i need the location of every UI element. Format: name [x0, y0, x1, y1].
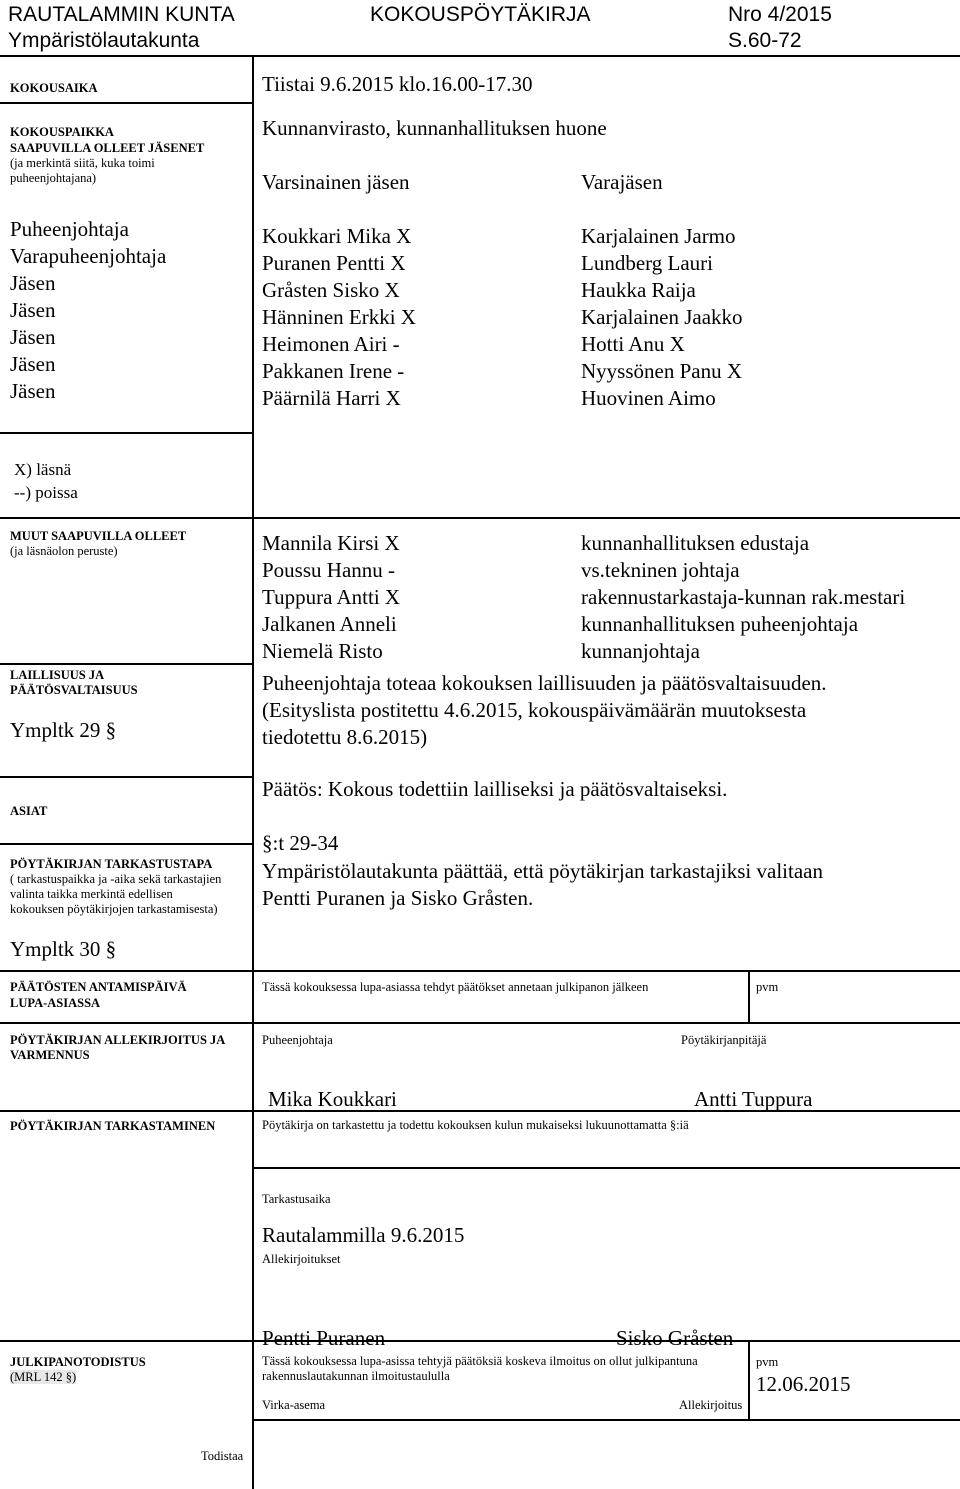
label-muut: MUUT SAAPUVILLA OLLEET — [10, 529, 187, 543]
row-separator — [0, 1022, 960, 1024]
legend-present: X) läsnä — [14, 460, 72, 479]
inspector-name: Pentti Puranen — [262, 1326, 386, 1350]
section-ref-30: Ympltk 30 § — [10, 937, 117, 961]
section-ref-29: Ympltk 29 § — [10, 718, 117, 742]
attendee-name: Jalkanen Anneli — [262, 612, 397, 636]
row-separator — [0, 970, 960, 972]
section-29-text: tiedotettu 8.6.2015) — [262, 725, 428, 749]
antamis-text: Tässä kokouksessa lupa-asiassa tehdyt päätökset annetaan julkipanon jälkeen — [262, 980, 649, 994]
column-header-regular: Varsinainen jäsen — [262, 170, 410, 194]
section-30-text: Pentti Puranen ja Sisko Gråsten. — [262, 886, 534, 910]
row-separator — [0, 843, 252, 845]
member-name: Heimonen Airi - — [262, 332, 400, 356]
chair-name: Mika Koukkari — [268, 1087, 397, 1111]
tarkastusaika-value: Rautalammilla 9.6.2015 — [262, 1223, 465, 1247]
label-muut-note: (ja läsnäolon peruste) — [10, 544, 118, 558]
inspector-name: Sisko Gråsten — [616, 1326, 734, 1350]
page-range: S.60-72 — [728, 29, 802, 52]
member-name: Gråsten Sisko X — [262, 278, 400, 302]
member-name: Koukkari Mika X — [262, 224, 412, 248]
julkipano-text: rakennuslautakunnan ilmoitustaululla — [262, 1369, 450, 1383]
label-saapuvilla: SAAPUVILLA OLLEET JÄSENET — [10, 141, 205, 155]
deputy-name: Huovinen Aimo — [581, 386, 716, 410]
label-paatosvaltaisuus: PÄÄTÖSVALTAISUUS — [10, 683, 138, 697]
pvm-divider — [748, 1340, 750, 1419]
deputy-name: Hotti Anu X — [581, 332, 685, 356]
role: Jäsen — [10, 271, 56, 295]
role: Puheenjohtaja — [10, 217, 129, 241]
julkipano-date: 12.06.2015 — [756, 1372, 851, 1396]
attendee-role: kunnanjohtaja — [581, 639, 700, 663]
legend-absent: --) poissa — [14, 483, 78, 502]
section-29-decision: Päätös: Kokous todettiin lailliseksi ja päätösvaltaiseksi. — [262, 777, 728, 801]
label-varmennus: VARMENNUS — [10, 1048, 90, 1062]
label-tarkastaminen: PÖYTÄKIRJAN TARKASTAMINEN — [10, 1119, 216, 1133]
label-tarkastustapa: PÖYTÄKIRJAN TARKASTUSTAPA — [10, 857, 213, 871]
role: Jäsen — [10, 325, 56, 349]
allekirjoitus-label: Allekirjoitus — [679, 1398, 743, 1412]
column-divider — [252, 55, 254, 1489]
deputy-name: Karjalainen Jaakko — [581, 305, 743, 329]
member-name: Puranen Pentti X — [262, 251, 406, 275]
row-separator — [0, 432, 252, 434]
role: Jäsen — [10, 298, 56, 322]
other-attendees — [262, 530, 400, 665]
allekirjoitukset-label: Allekirjoitukset — [262, 1252, 341, 1266]
secretary-name: Antti Tuppura — [694, 1087, 813, 1111]
section-29-text: Puheenjohtaja toteaa kokouksen laillisuuden ja päätösvaltaisuuden. — [262, 671, 827, 695]
attendee-role: vs.tekninen johtaja — [581, 558, 740, 582]
todistaa-label: Todistaa — [201, 1449, 244, 1463]
municipality-name: RAUTALAMMIN KUNTA — [8, 3, 235, 26]
mrl-reference: (MRL 142 §) — [10, 1370, 77, 1384]
meeting-place: Kunnanvirasto, kunnanhallituksen huone — [262, 116, 607, 140]
sections-range: §:t 29-34 — [262, 831, 339, 855]
label-laillisuus: LAILLISUUS JA — [10, 668, 105, 682]
label-lupa-asiassa: LUPA-ASIASSA — [10, 996, 101, 1010]
section-29-text: (Esityslista postitettu 4.6.2015, kokouspäivämäärän muutoksesta — [262, 698, 807, 722]
label-allekirjoitus: PÖYTÄKIRJAN ALLEKIRJOITUS JA — [10, 1033, 226, 1047]
attendee-role: rakennustarkastaja-kunnan rak.mestari — [581, 585, 906, 609]
row-separator — [252, 1167, 960, 1169]
label-kokousaika: KOKOUSAIKA — [10, 81, 98, 95]
row-separator — [0, 1340, 960, 1342]
label-tarkastustapa-note: kokouksen pöytäkirjojen tarkastamisesta) — [10, 902, 218, 916]
deputy-name: Nyyssönen Panu X — [581, 359, 742, 383]
row-separator — [0, 663, 252, 665]
deputy-name: Haukka Raija — [581, 278, 696, 302]
label-asiat: ASIAT — [10, 804, 48, 818]
tarkastus-text: Pöytäkirja on tarkastettu ja todettu kokouksen kulun mukaiseksi lukuunottamatta §:iä — [262, 1118, 689, 1132]
role: Jäsen — [10, 352, 56, 376]
deputy-name: Lundberg Lauri — [581, 251, 713, 275]
label-saapuvilla-note: (ja merkintä siitä, kuka toimi — [10, 156, 155, 170]
deputy-members — [581, 223, 743, 412]
deputy-name: Karjalainen Jarmo — [581, 224, 736, 248]
document-type: KOKOUSPÖYTÄKIRJA — [370, 3, 591, 26]
member-name: Hänninen Erkki X — [262, 305, 416, 329]
header-rule — [0, 55, 960, 57]
attendee-role: kunnanhallituksen puheenjohtaja — [581, 612, 859, 636]
label-julkipano: JULKIPANOTODISTUS — [10, 1355, 146, 1369]
virka-asema-label: Virka-asema — [262, 1398, 326, 1412]
role: Varapuheenjohtaja — [10, 244, 167, 268]
other-attendee-roles — [581, 530, 905, 665]
attendee-name: Niemelä Risto — [262, 639, 383, 663]
board-name: Ympäristölautakunta — [8, 29, 200, 52]
julkipano-pvm-label: pvm — [756, 1355, 779, 1369]
label-kokouspaikka: KOKOUSPAIKKA — [10, 125, 114, 139]
row-separator — [0, 102, 252, 104]
document-number: Nro 4/2015 — [728, 3, 832, 26]
label-tarkastustapa-note: valinta taikka merkintä edellisen — [10, 887, 173, 901]
label-tarkastustapa-note: ( tarkastuspaikka ja -aika sekä tarkastajien — [10, 872, 222, 886]
julkipano-text: Tässä kokouksessa lupa-asissa tehtyjä päätöksiä koskeva ilmoitus on ollut julkipantuna — [262, 1354, 698, 1368]
attendee-name: Tuppura Antti X — [262, 585, 401, 609]
member-name: Pakkanen Irene - — [262, 359, 405, 383]
attendee-role: kunnanhallituksen edustaja — [581, 531, 810, 555]
row-separator — [252, 1419, 960, 1421]
attendee-name: Poussu Hannu - — [262, 558, 396, 582]
antamis-pvm-label: pvm — [756, 980, 779, 994]
role: Jäsen — [10, 379, 56, 403]
pvm-divider — [748, 970, 750, 1022]
member-roles — [10, 216, 166, 405]
label-mrl — [10, 1370, 76, 1385]
row-separator — [0, 517, 960, 519]
secretary-label: Pöytäkirjanpitäjä — [681, 1033, 767, 1047]
section-30-text: Ympäristölautakunta päättää, että pöytäkirjan tarkastajiksi valitaan — [262, 859, 823, 883]
member-name: Päärnilä Harri X — [262, 386, 401, 410]
meeting-time: Tiistai 9.6.2015 klo.16.00-17.30 — [262, 72, 533, 96]
attendee-name: Mannila Kirsi X — [262, 531, 400, 555]
column-header-deputy: Varajäsen — [581, 170, 663, 194]
chair-label: Puheenjohtaja — [262, 1033, 333, 1047]
row-separator — [0, 1110, 960, 1112]
label-antamispaiva: PÄÄTÖSTEN ANTAMISPÄIVÄ — [10, 980, 187, 994]
row-separator — [0, 776, 252, 778]
regular-members — [262, 223, 416, 412]
label-saapuvilla-note: puheenjohtajana) — [10, 171, 97, 185]
tarkastusaika-label: Tarkastusaika — [262, 1192, 331, 1206]
